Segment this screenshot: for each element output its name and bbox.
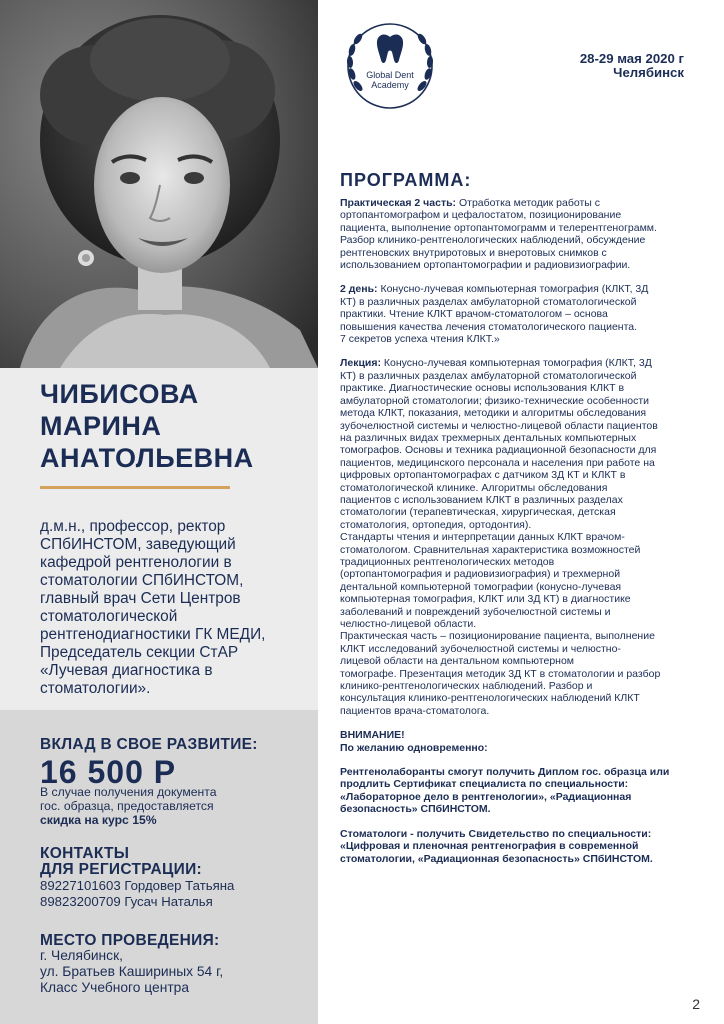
block-label: Практическая 2 часть: (340, 197, 457, 209)
logo-line-1: Global Dent (366, 70, 414, 80)
program-line: пациента, выполнение ортопантомограмм и телерентгенограмм. (340, 221, 657, 234)
course-price: 16 500 Р (40, 754, 177, 790)
spacer (340, 717, 695, 729)
program-line: пациентов с использованием КЛКТ в различных разделах (340, 493, 623, 506)
program-line (340, 357, 695, 369)
program-block-lecture (340, 357, 695, 717)
program-line: Стоматологи - получить Свидетельство по специальности: (340, 827, 652, 840)
program-line: Стандарты чтения и интерпретации данных КЛКТ врачом- (340, 531, 625, 544)
program-line: лицевой области на дентальном компьютерном (340, 655, 575, 668)
program-line: пациентов врача-стоматолога. (340, 704, 490, 717)
program-line: Практическая часть – позиционирование пациента, выполнение (340, 630, 655, 643)
pricing-title: ВКЛАД В СВОЕ РАЗВИТИЕ: (40, 736, 258, 753)
program-line: Разбор клинико-рентгенологических наблюдений, обсуждение (340, 234, 646, 247)
bio-line: д.м.н., профессор, ректор (40, 518, 226, 535)
program-line: КТ) в различных разделах амбулаторной стоматологической (340, 369, 637, 382)
bio-line: СПбИНСТОМ, заведующий (40, 536, 236, 553)
bio-line: стоматологической (40, 608, 178, 625)
spacer (340, 271, 695, 283)
program-line: заболеваний и повреждений зубочелюстной системы и (340, 605, 611, 618)
venue-line: г. Челябинск, (40, 948, 123, 963)
program-line: практики. Чтение КЛКТ врачом-стоматологом – основа (340, 308, 608, 321)
gold-divider (40, 486, 230, 489)
contact-phones (40, 878, 234, 910)
program-line: зубочелюстной системы и челюстно-лицевой области пациентов (340, 419, 658, 432)
contacts-title (40, 846, 202, 878)
program-line: стоматологом. Сравнительная характеристика возможностей (340, 543, 641, 556)
spacer (340, 345, 695, 357)
program-line: безопасность» СПбИНСТОМ. (340, 803, 491, 816)
bio-line: рентгенодиагностики ГК МЕДИ, (40, 626, 266, 643)
attention-block (340, 729, 695, 754)
program-title: ПРОГРАММА: (340, 170, 472, 190)
program-line: стоматологической клинике. Алгоритмы обследования (340, 481, 608, 494)
contacts-title-line: КОНТАКТЫ (40, 845, 130, 862)
venue-line: Класс Учебного центра (40, 980, 189, 995)
left-column (0, 0, 318, 1024)
program-line: КЛКТ исследований зубочелюстной системы и челюстно- (340, 642, 621, 655)
program-line: стоматология, ортопедия, ортодонтия). (340, 518, 532, 531)
attention-heading: ВНИМАНИЕ! (340, 729, 405, 742)
bio-line: Председатель секции СтАР (40, 644, 239, 661)
contacts-title-line: ДЛЯ РЕГИСТРАЦИИ: (40, 861, 202, 878)
academy-logo (338, 14, 442, 118)
program-line: КТ) в различных разделах амбулаторной стоматологической (340, 295, 637, 308)
speaker-first-name: МАРИНА (40, 411, 162, 441)
program-line: цифровых ортопантомографах с датчиком 3Д КТ и КЛКТ в (340, 469, 626, 482)
program-line: Рентгенолаборанты смогут получить Диплом гос. образца или (340, 766, 670, 779)
program-line (340, 197, 695, 209)
program-line: дентальной компьютерной томографии (конусно-лучевая (340, 580, 622, 593)
program-line: (ортопантомография и радиовизиография) и трехмерной (340, 568, 621, 581)
program-line: практике. Диагностические основы использования КЛКТ в (340, 382, 625, 395)
page-number: 2 (692, 996, 700, 1012)
program-line: томографе. Презентация методик 3Д КТ в стоматологии и разбор (340, 667, 661, 680)
logo-line-2: Academy (371, 80, 409, 90)
speaker-surname: ЧИБИСОВА (40, 379, 199, 409)
event-date-line: 28-29 мая 2020 г (579, 51, 684, 66)
contact-phone-1[interactable]: 89227101603 Гордовер Татьяна (40, 878, 235, 893)
program-line: 7 секретов успеха чтения КЛКТ.» (340, 333, 500, 346)
event-date (580, 52, 684, 80)
block-text: Конусно-лучевая компьютерная томография (КЛКТ, 3Д (377, 283, 649, 296)
program-line: компьютерная томография, КЛКТ или 3Д КТ) в диагностике (340, 593, 631, 606)
discount-note (40, 785, 300, 827)
bio-line: «Лучевая диагностика в (40, 662, 213, 679)
venue-address (40, 948, 223, 996)
program-line: метода КЛКТ, показания, методики и алгоритмы обследования (340, 407, 647, 420)
discount-line: В случае получения документа (40, 785, 217, 799)
program-line: челюстно-лицевой области. (340, 618, 477, 630)
program-line: продлить Сертификат специалиста по специальности: (340, 778, 629, 791)
block-label: Лекция: (340, 357, 381, 370)
program-line: стоматологии, «Радиационная безопасность» СПбИНСТОМ. (340, 852, 653, 865)
event-city: Челябинск (613, 65, 684, 80)
bio-line: кафедрой рентгенологии в (40, 554, 232, 571)
program-body (340, 197, 695, 865)
program-line (340, 283, 695, 295)
program-line: пациентов, медицинского персонала и населения при работе на (340, 456, 655, 469)
speaker-bio (40, 518, 302, 698)
program-line: рентгеновских внутриротовых и внеротовых снимков с (340, 246, 607, 259)
speaker-patronymic: АНАТОЛЬЕВНА (40, 443, 254, 473)
spacer (340, 816, 695, 828)
bio-line: главный врач Сети Центров (40, 590, 241, 607)
program-line: использованием ортопантомографии и радиовизиографии. (340, 259, 631, 272)
radiographers-block (340, 766, 695, 816)
program-line: амбулаторной стоматологии; физико-технические особенности (340, 394, 650, 407)
laurel-tooth-icon (338, 14, 442, 118)
program-block-practical (340, 197, 695, 271)
attention-subheading: По желанию одновременно: (340, 741, 488, 754)
contact-phone-2[interactable]: 89823200709 Гусач Наталья (40, 894, 213, 909)
program-line: повышения качества лечения стоматологического пациента. (340, 320, 638, 333)
block-text: Отработка методик работы с (456, 197, 600, 209)
program-line: клинико-рентгенологических наблюдений. Разбор и (340, 680, 593, 693)
program-line: на различных видах трехмерных дентальных компьютерных (340, 431, 637, 444)
speaker-name (40, 378, 310, 474)
spacer (340, 754, 695, 766)
program-line: традиционных рентгенологических методов (340, 555, 555, 568)
program-line: «Лабораторное дело в рентгенологии», «Радиационная (340, 790, 632, 803)
bio-line: стоматологии СПбИНСТОМ, (40, 572, 244, 589)
bio-line: стоматологии». (40, 680, 151, 697)
program-line: консультация клинико-рентгенологических наблюдений КЛКТ (340, 692, 640, 705)
block-text: Конусно-лучевая компьютерная томография (КЛКТ, 3Д (381, 357, 652, 370)
speaker-photo (0, 0, 318, 368)
program-line: «Цифровая и пленочная рентгенография в современной (340, 840, 639, 853)
discount-highlight: скидка на курс 15% (40, 813, 157, 827)
block-label: 2 день: (340, 283, 378, 296)
dentists-block (340, 828, 695, 865)
program-line: томографов. Основы и техника радиационной безопасности для (340, 444, 657, 457)
venue-title: МЕСТО ПРОВЕДЕНИЯ: (40, 932, 220, 949)
portrait-image (0, 0, 318, 368)
discount-line: гос. образца, предоставляется (40, 799, 214, 813)
venue-line: ул. Братьев Кашириных 54 г, (40, 964, 224, 979)
program-block-day2 (340, 283, 695, 345)
info-panel (0, 710, 318, 1024)
program-line: стоматологии (терапевтическая, хирургическая, детская (340, 506, 616, 519)
program-line: ортопантомографом и цефалостатом, позиционирование (340, 209, 622, 222)
speaker-panel (0, 368, 318, 710)
